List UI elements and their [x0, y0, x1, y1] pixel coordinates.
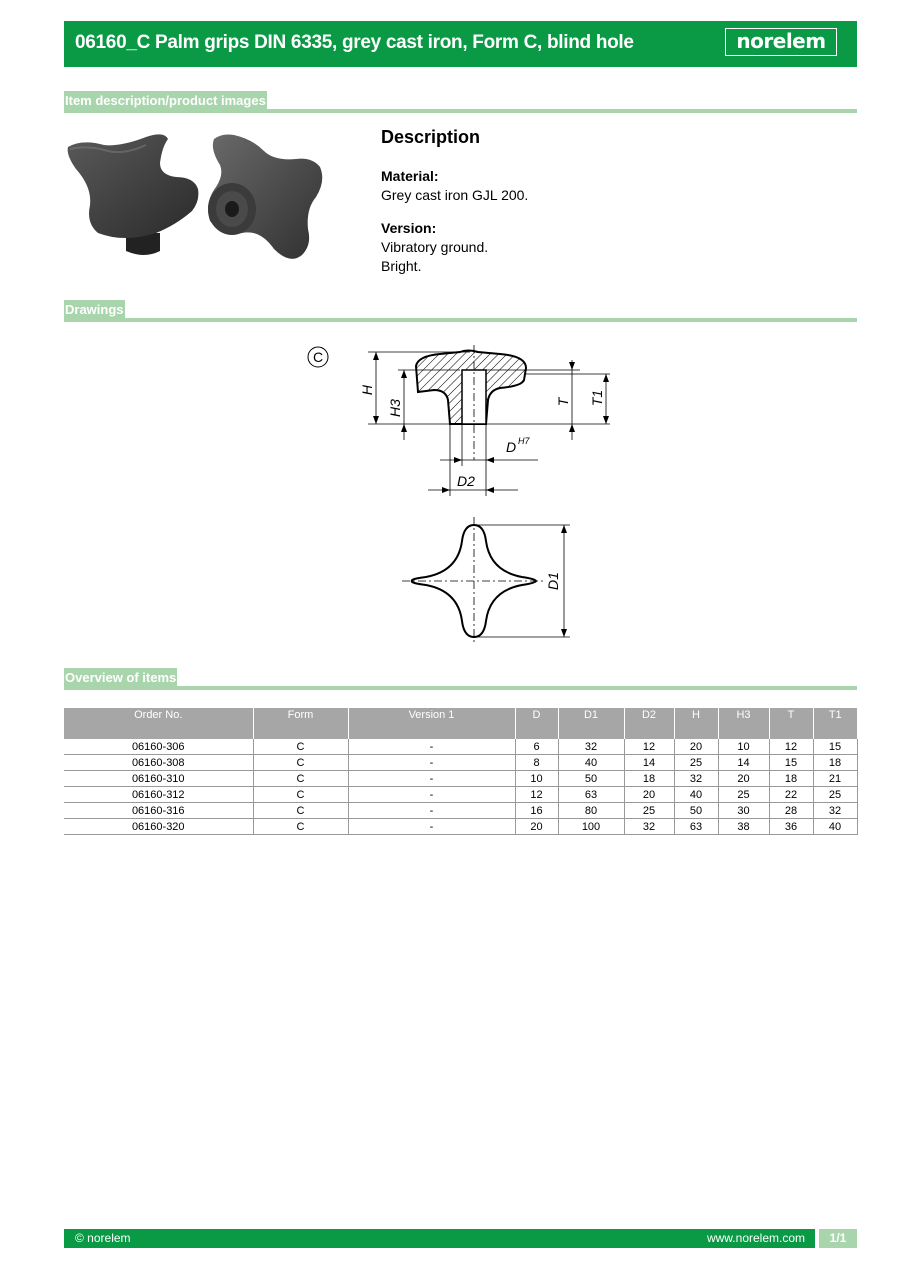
page-title: 06160_C Palm grips DIN 6335, grey cast iron, Form C, blind hole	[75, 32, 634, 53]
copyright-text: © norelem	[75, 1231, 131, 1245]
table-cell: 40	[674, 787, 718, 803]
dim-D1: D1	[545, 572, 561, 590]
table-row[interactable]	[64, 787, 857, 803]
table-cell: C	[253, 803, 348, 819]
table-cell: 15	[813, 739, 857, 755]
table-cell: -	[348, 755, 515, 771]
table-cell: 15	[769, 755, 813, 771]
dim-D2: D2	[457, 473, 475, 489]
table-cell: 36	[769, 819, 813, 835]
table-cell: 38	[718, 819, 769, 835]
section-title: Item description/product images	[64, 91, 267, 113]
column-header[interactable]: H3	[718, 708, 769, 739]
product-image	[64, 125, 364, 270]
table-cell: 40	[813, 819, 857, 835]
table-cell: -	[348, 771, 515, 787]
table-cell: 28	[769, 803, 813, 819]
section-divider	[64, 318, 857, 322]
table-cell: 32	[813, 803, 857, 819]
table-cell: 18	[624, 771, 674, 787]
dim-T: T	[555, 397, 571, 407]
table-cell: -	[348, 739, 515, 755]
items-table	[64, 708, 858, 835]
table-row[interactable]	[64, 819, 857, 835]
top-view-drawing	[400, 515, 580, 645]
section-overview	[64, 668, 857, 691]
table-cell: 63	[674, 819, 718, 835]
description-block	[381, 128, 801, 276]
material-value: Grey cast iron GJL 200.	[381, 187, 529, 203]
column-header[interactable]: Version 1	[348, 708, 515, 739]
table-cell: 20	[718, 771, 769, 787]
table-cell: 10	[515, 771, 558, 787]
section-title: Drawings	[64, 300, 125, 322]
table-cell: 32	[624, 819, 674, 835]
table-cell: 25	[813, 787, 857, 803]
table-cell: -	[348, 819, 515, 835]
table-header-row	[64, 708, 857, 739]
section-item-description	[64, 91, 857, 114]
table-cell: 80	[558, 803, 624, 819]
table-cell: 25	[718, 787, 769, 803]
table-cell: 22	[769, 787, 813, 803]
version-label: Version:	[381, 220, 437, 236]
table-cell: -	[348, 787, 515, 803]
order-number-cell[interactable]: 06160-312	[64, 787, 253, 803]
column-header[interactable]: Order No.	[64, 708, 253, 739]
table-cell: 18	[813, 755, 857, 771]
column-header[interactable]: D2	[624, 708, 674, 739]
dim-D: D	[506, 439, 517, 455]
table-row[interactable]	[64, 755, 857, 771]
table-cell: 30	[718, 803, 769, 819]
column-header[interactable]: H	[674, 708, 718, 739]
section-drawings	[64, 300, 857, 323]
version-line-2: Bright.	[381, 258, 422, 274]
column-header[interactable]: Form	[253, 708, 348, 739]
section-divider	[64, 686, 857, 690]
table-cell: 8	[515, 755, 558, 771]
table-cell: -	[348, 803, 515, 819]
table-cell: 20	[515, 819, 558, 835]
table-cell: C	[253, 755, 348, 771]
table-cell: 20	[624, 787, 674, 803]
material-label: Material:	[381, 168, 439, 184]
table-cell: C	[253, 787, 348, 803]
table-cell: C	[253, 771, 348, 787]
table-cell: 10	[718, 739, 769, 755]
page-header	[64, 21, 857, 67]
order-number-cell[interactable]: 06160-306	[64, 739, 253, 755]
order-number-cell[interactable]: 06160-316	[64, 803, 253, 819]
table-cell: 16	[515, 803, 558, 819]
column-header[interactable]: T1	[813, 708, 857, 739]
table-cell: 25	[674, 755, 718, 771]
table-cell: 50	[558, 771, 624, 787]
table-cell: 100	[558, 819, 624, 835]
dim-H3: H3	[387, 399, 403, 417]
order-number-cell[interactable]: 06160-308	[64, 755, 253, 771]
table-cell: C	[253, 819, 348, 835]
table-cell: 21	[813, 771, 857, 787]
table-cell: 12	[515, 787, 558, 803]
table-row[interactable]	[64, 739, 857, 755]
table-cell: 25	[624, 803, 674, 819]
dim-H: H	[359, 384, 375, 396]
table-cell: 32	[674, 771, 718, 787]
table-cell: 20	[674, 739, 718, 755]
table-cell: 12	[624, 739, 674, 755]
table-cell: C	[253, 739, 348, 755]
order-number-cell[interactable]: 06160-310	[64, 771, 253, 787]
page-footer	[64, 1229, 857, 1248]
form-marker: C	[312, 349, 324, 365]
table-cell: 6	[515, 739, 558, 755]
dim-T1: T1	[589, 389, 605, 407]
section-title: Overview of items	[64, 668, 177, 690]
dim-D-tolerance: H7	[518, 436, 530, 446]
page-number: 1/1	[819, 1229, 857, 1248]
table-cell: 14	[718, 755, 769, 771]
table-cell: 40	[558, 755, 624, 771]
table-cell: 32	[558, 739, 624, 755]
norelem-logo[interactable]: norelem	[725, 28, 837, 56]
version-line-1: Vibratory ground.	[381, 239, 489, 255]
side-section-drawing	[300, 340, 620, 505]
table-cell: 50	[674, 803, 718, 819]
footer-bar	[64, 1229, 815, 1248]
description-heading: Description	[381, 127, 481, 147]
table-cell: 63	[558, 787, 624, 803]
website-link[interactable]: www.norelem.com	[706, 1231, 805, 1245]
column-header[interactable]: D	[515, 708, 558, 739]
table-cell: 18	[769, 771, 813, 787]
table-row[interactable]	[64, 771, 857, 787]
table-cell: 14	[624, 755, 674, 771]
column-header[interactable]: T	[769, 708, 813, 739]
table-cell: 12	[769, 739, 813, 755]
order-number-cell[interactable]: 06160-320	[64, 819, 253, 835]
column-header[interactable]: D1	[558, 708, 624, 739]
table-row[interactable]	[64, 803, 857, 819]
